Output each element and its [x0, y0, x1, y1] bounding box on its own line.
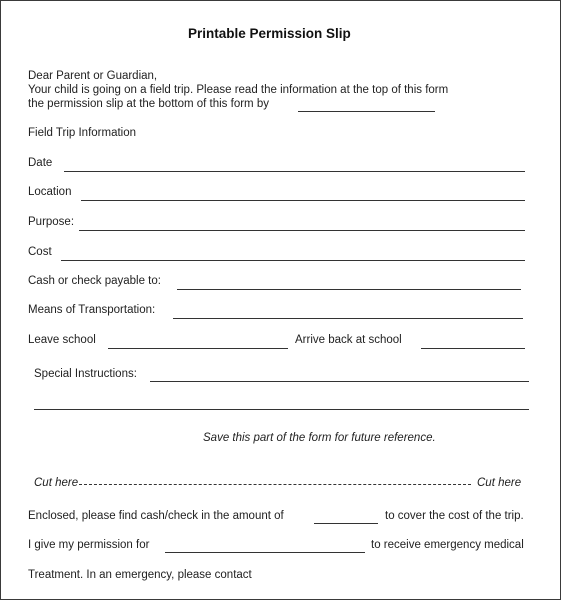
transportation-blank[interactable] [173, 318, 523, 319]
payable-label: Cash or check payable to: [28, 275, 161, 287]
location-label: Location [28, 186, 72, 198]
save-reference-note: Save this part of the form for future reference. [203, 432, 436, 444]
student-name-blank[interactable] [165, 552, 365, 553]
special-instructions-label: Special Instructions: [34, 368, 137, 380]
cost-label: Cost [28, 246, 52, 258]
document-title: Printable Permission Slip [188, 26, 351, 41]
amount-blank[interactable] [314, 523, 378, 524]
leave-school-label: Leave school [28, 334, 96, 346]
transportation-label: Means of Transportation: [28, 304, 156, 316]
cut-line [79, 484, 471, 485]
location-blank[interactable] [81, 200, 525, 201]
date-blank[interactable] [64, 171, 525, 172]
emergency-contact-text: Treatment. In an emergency, please contact [28, 569, 252, 581]
permission-text-end: to receive emergency medical [371, 539, 524, 551]
special-instructions-blank-2[interactable] [34, 409, 529, 410]
permission-text: I give my permission for [28, 539, 150, 551]
arrive-back-label: Arrive back at school [295, 334, 402, 346]
purpose-label: Purpose: [28, 216, 75, 228]
arrive-back-blank[interactable] [421, 348, 525, 349]
return-by-date-blank[interactable] [298, 111, 435, 112]
purpose-blank[interactable] [79, 230, 525, 231]
special-instructions-blank-1[interactable] [150, 381, 529, 382]
cost-blank[interactable] [61, 260, 525, 261]
enclosed-text: Enclosed, please find cash/check in the amount of [28, 510, 284, 522]
leave-school-blank[interactable] [108, 348, 288, 349]
payable-blank[interactable] [177, 289, 521, 290]
intro-line-1: Your child is going on a field trip. Please read the information at the top of this form [28, 84, 449, 96]
enclosed-text-end: to cover the cost of the trip. [385, 510, 524, 522]
intro-line-2: the permission slip at the bottom of this form by [28, 98, 269, 110]
greeting-text: Dear Parent or Guardian, [28, 70, 158, 82]
date-label: Date [28, 157, 53, 169]
section-heading: Field Trip Information [28, 127, 137, 139]
cut-here-left-label: Cut here [34, 477, 79, 489]
cut-here-right-label: Cut here [477, 477, 522, 489]
